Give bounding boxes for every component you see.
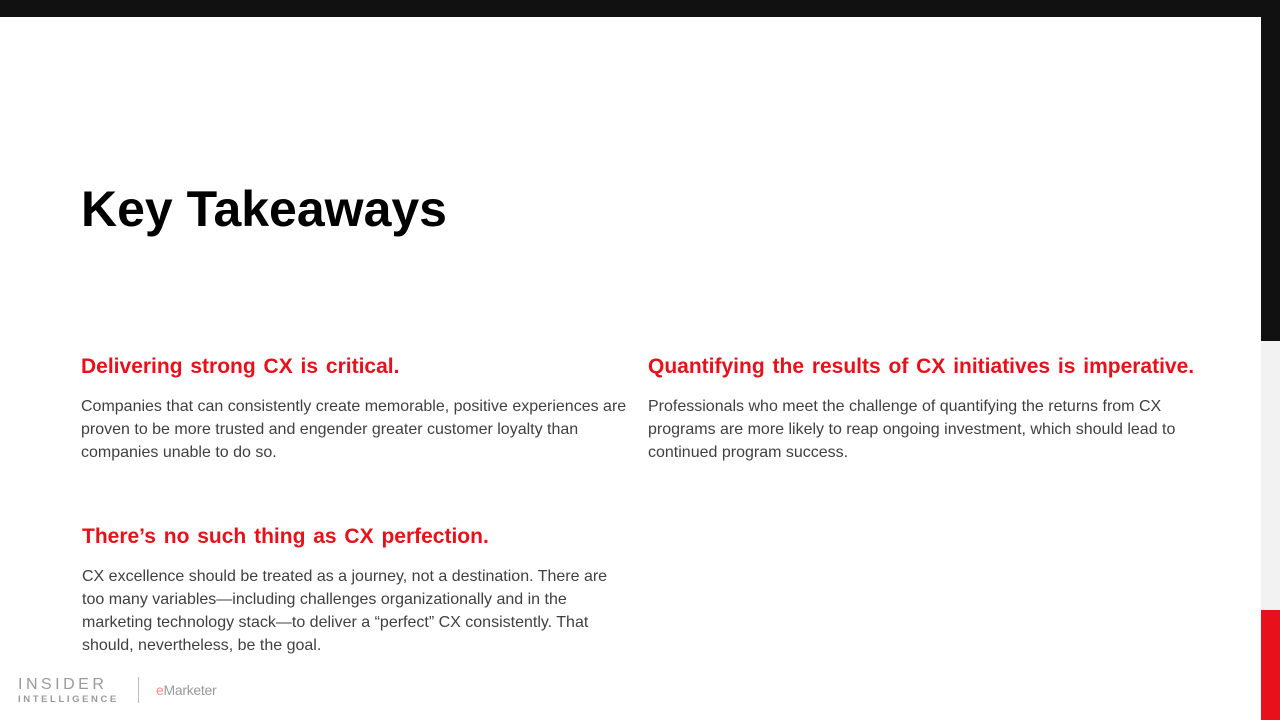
right-accent-strip-light [1261, 341, 1280, 610]
right-accent-strip-red [1261, 610, 1280, 720]
emarketer-rest: Marketer [163, 682, 217, 698]
emarketer-logo [156, 682, 216, 698]
takeaway-2 [648, 355, 1195, 464]
takeaway-heading: Delivering strong CX is critical. [81, 355, 400, 378]
takeaway-body: Professionals who meet the challenge of quantifying the returns from CX programs are more likely to reap ongoing investment, which should lead to continued program success. [648, 398, 1176, 461]
top-bar [0, 0, 1280, 17]
emarketer-e: e [156, 682, 164, 698]
brand-insider-text: INSIDER [18, 676, 108, 693]
page-title: Key Takeaways [81, 181, 447, 237]
takeaway-heading: Quantifying the results of CX initiatives is imperative. [648, 355, 1195, 378]
right-accent-strip-dark [1261, 17, 1280, 341]
brand-intelligence-text: INTELLIGENCE [18, 694, 119, 705]
takeaway-heading: There’s no such thing as CX perfection. [82, 525, 489, 548]
brand-divider [138, 677, 139, 703]
takeaway-body: Companies that can consistently create memorable, positive experiences are proven to be more trusted and engender greater customer loyalty than companies unable to do so. [81, 398, 627, 461]
takeaway-3 [82, 525, 627, 657]
takeaway-body: CX excellence should be treated as a journey, not a destination. There are too many variables—including challenges organizationally and in the marketing technology stack—to deliver a “perfect” CX consistently. That should, nevertheless, be the goal. [82, 568, 608, 654]
takeaway-1 [81, 355, 631, 464]
